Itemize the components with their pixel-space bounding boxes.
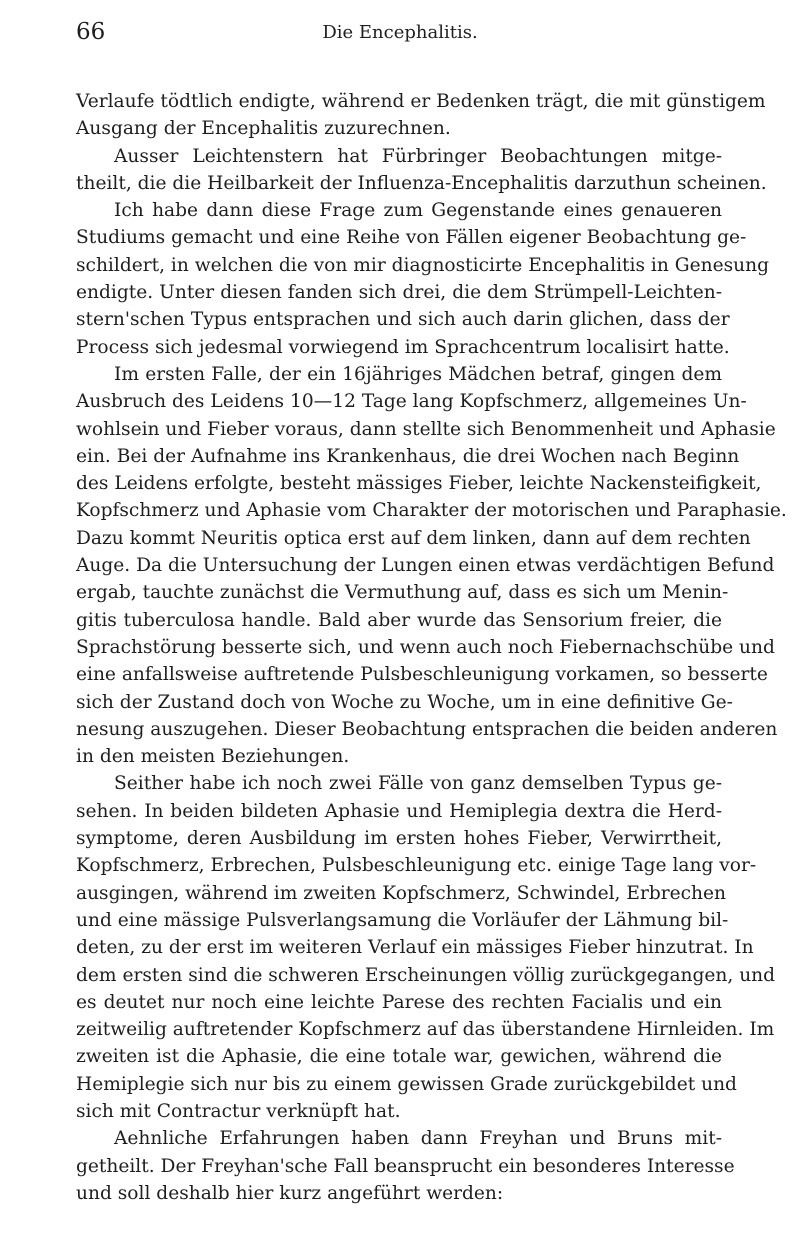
text-line: und soll deshalb hier kurz angeführt werden: [76, 1182, 504, 1204]
text-line: und eine mässige Pulsverlangsamung die Vorläufer der Lähmung bil- [76, 909, 729, 931]
text-line: ausgingen, während im zweiten Kopfschmerz, Schwindel, Erbrechen [76, 882, 727, 904]
text-line: ergab, tauchte zunächst die Vermuthung auf, dass es sich um Menin- [76, 582, 729, 604]
paragraph [76, 1125, 735, 1207]
text-line: Im ersten Falle, der ein 16jähriges Mädchen betraf, gingen dem [114, 363, 722, 385]
text-line: Auge. Da die Untersuchung der Lungen einen etwas verdächtigen Befund [76, 555, 775, 577]
text-line: stern'schen Typus entsprachen und sich auch darin glichen, dass der [76, 309, 730, 331]
text-line: Verlaufe tödtlich endigte, während er Bedenken trägt, die mit günstigem [76, 91, 766, 112]
text-line: Studiums gemacht und eine Reihe von Fällen eigener Beobachtung ge- [76, 227, 747, 249]
paragraph [76, 197, 769, 361]
text-line: getheilt. Der Freyhan'sche Fall beansprucht ein besonderes Interesse [76, 1155, 735, 1177]
text-line: Process sich jedesmal vorwiegend im Sprachcentrum localisirt hatte. [76, 336, 730, 358]
text-line: dem ersten sind die schweren Erscheinungen völlig zurückgegangen, und [76, 964, 776, 986]
text-line: eine anfallsweise auftretende Pulsbeschleunigung vorkamen, so besserte [76, 664, 768, 686]
page-number: 66 [76, 19, 106, 45]
text-line: gitis tuberculosa handle. Bald aber wurde das Sensorium freier, die [76, 609, 722, 631]
text-line: sich der Zustand doch von Woche zu Woche, um in eine definitive Ge- [76, 691, 733, 713]
text-line: Ich habe dann diese Frage zum Gegenstande eines genaueren [114, 200, 722, 222]
text-line: ein. Bei der Aufnahme ins Krankenhaus, die drei Wochen nach Beginn [76, 445, 740, 467]
text-line: Ausser Leichtenstern hat Fürbringer Beobachtungen mitge- [114, 145, 722, 167]
text-line: Kopfschmerz, Erbrechen, Pulsbeschleunigung etc. einige Tage lang vor- [76, 855, 757, 877]
text-line: deten, zu der erst im weiteren Verlauf ein mässiges Fieber hinzutrat. In [76, 937, 754, 959]
text-line: Aehnliche Erfahrungen haben dann Freyhan und Bruns mit- [114, 1128, 722, 1150]
text-line: wohlsein und Fieber voraus, dann stellte sich Benommenheit und Aphasie [76, 418, 776, 440]
body-text [76, 88, 787, 1207]
text-line: Hemiplegie sich nur bis zu einem gewissen Grade zurückgebildet und [76, 1073, 737, 1095]
text-line: Ausbruch des Leidens 10—12 Tage lang Kopfschmerz, allgemeines Un- [76, 391, 747, 413]
text-line: Dazu kommt Neuritis optica erst auf dem linken, dann auf dem rechten [76, 527, 751, 549]
paragraph [76, 88, 766, 143]
text-line: in den meisten Beziehungen. [76, 746, 350, 768]
text-line: es deutet nur noch eine leichte Parese des rechten Facialis und ein [76, 991, 722, 1013]
text-line: zweiten ist die Aphasie, die eine totale war, gewichen, während die [76, 1046, 722, 1068]
paragraph [76, 143, 767, 198]
text-line: zeitweilig auftretender Kopfschmerz auf das überstandene Hirnleiden. Im [76, 1019, 775, 1041]
text-line: sich mit Contractur verknüpft hat. [76, 1100, 401, 1122]
text-line: symptome, deren Ausbildung im ersten hohes Fieber, Verwirrtheit, [76, 828, 722, 850]
text-line: Ausgang der Encephalitis zuzurechnen. [76, 118, 451, 140]
text-line: schildert, in welchen die von mir diagnosticirte Encephalitis in Genesung [76, 254, 769, 276]
text-line: Seither habe ich noch zwei Fälle von ganz demselben Typus ge- [114, 773, 722, 795]
running-title: Die Encephalitis. [322, 22, 478, 43]
text-line: des Leidens erfolgte, besteht mässiges Fieber, leichte Nackensteifigkeit, [76, 473, 762, 495]
paragraph [76, 361, 787, 770]
text-line: theilt, die die Heilbarkeit der Influenza-Encephalitis darzuthun scheinen. [76, 172, 767, 194]
paragraph [76, 770, 776, 1125]
text-line: endigte. Unter diesen fanden sich drei, die dem Strümpell-Leichten- [76, 282, 722, 304]
text-line: sehen. In beiden bildeten Aphasie und Hemiplegia dextra die Herd- [76, 800, 722, 822]
text-line: Sprachstörung besserte sich, und wenn auch noch Fiebernachschübe und [76, 636, 775, 658]
text-line: Kopfschmerz und Aphasie vom Charakter der motorischen und Paraphasie. [76, 500, 787, 522]
text-line: nesung auszugehen. Dieser Beobachtung entsprachen die beiden anderen [76, 718, 778, 740]
